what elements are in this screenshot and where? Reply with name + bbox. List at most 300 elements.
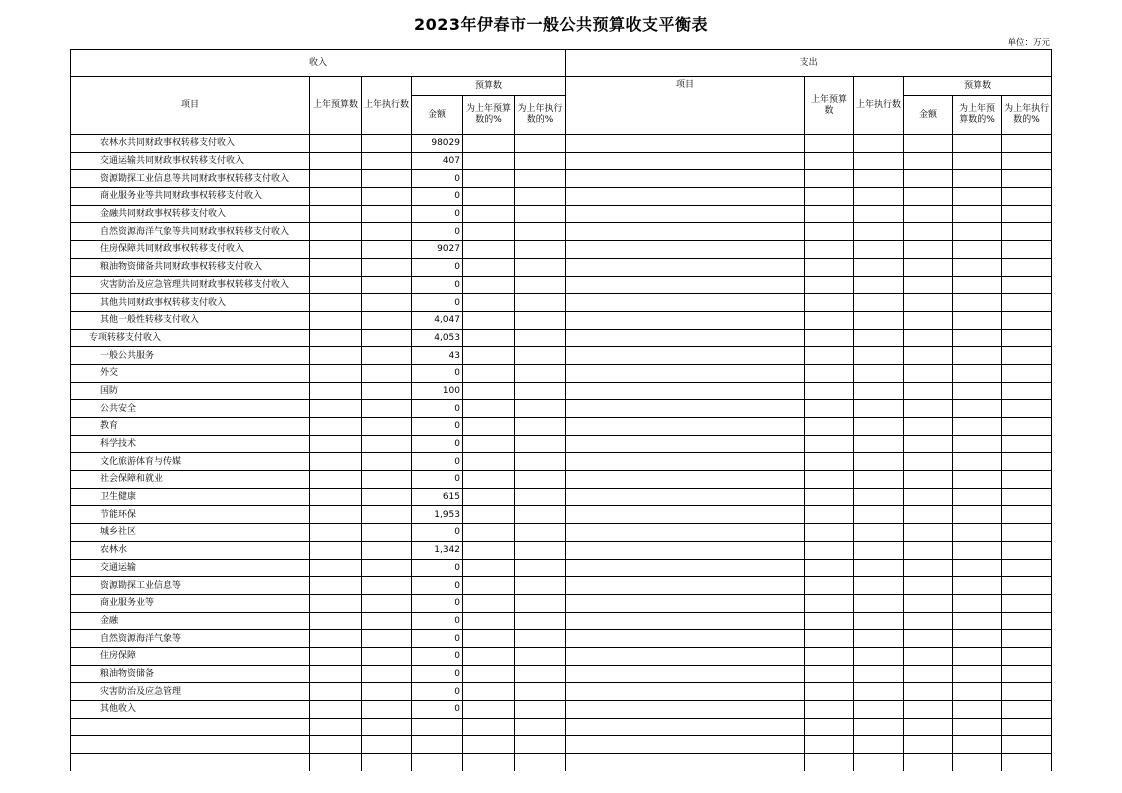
table-row [71, 329, 1052, 347]
table-cell [310, 665, 362, 683]
table-cell [463, 488, 515, 506]
table-cell [805, 683, 854, 701]
row-item-name: 农林水 [71, 541, 310, 559]
table-row [71, 701, 1052, 719]
table-cell [854, 276, 904, 294]
row-amount: 0 [412, 559, 463, 577]
row-amount: 0 [412, 364, 463, 382]
table-cell [805, 188, 854, 206]
row-item-name: 资源勘探工业信息等共同财政事权转移支付收入 [71, 170, 310, 188]
row-item-name: 专项转移支付收入 [71, 329, 310, 347]
table-cell [310, 471, 362, 489]
row-item-name: 住房保障 [71, 647, 310, 665]
table-cell [515, 435, 566, 453]
table-cell [904, 506, 953, 524]
row-item-name: 灾害防治及应急管理共同财政事权转移支付收入 [71, 276, 310, 294]
table-cell [362, 701, 412, 719]
table-cell [805, 329, 854, 347]
table-cell [854, 294, 904, 312]
table-cell [1002, 329, 1052, 347]
table-row [71, 364, 1052, 382]
row-amount: 0 [412, 258, 463, 276]
table-cell [362, 471, 412, 489]
table-cell [904, 453, 953, 471]
table-cell [310, 435, 362, 453]
expense-item-cell [566, 612, 805, 630]
row-amount: 1,953 [412, 506, 463, 524]
table-cell [515, 718, 566, 736]
table-cell [1002, 541, 1052, 559]
row-item-name: 其他共同财政事权转移支付收入 [71, 294, 310, 312]
table-cell [904, 241, 953, 259]
table-cell [805, 135, 854, 153]
table-cell [854, 435, 904, 453]
table-cell [854, 665, 904, 683]
row-amount: 615 [412, 488, 463, 506]
table-cell [1002, 223, 1052, 241]
row-item-name: 交通运输 [71, 559, 310, 577]
income-pct-budget-header: 为上年预算数的% [463, 96, 515, 135]
expense-item-cell [566, 435, 805, 453]
table-cell [805, 418, 854, 436]
row-item-name: 住房保障共同财政事权转移支付收入 [71, 241, 310, 259]
table-cell [854, 594, 904, 612]
table-cell [904, 471, 953, 489]
table-cell [854, 382, 904, 400]
row-amount: 407 [412, 152, 463, 170]
table-cell [953, 241, 1002, 259]
income-prev-budget-header: 上年预算数 [310, 77, 362, 135]
row-item-name: 商业服务业等 [71, 594, 310, 612]
table-cell [515, 701, 566, 719]
row-amount [412, 754, 463, 771]
row-item-name: 节能环保 [71, 506, 310, 524]
income-budget-header: 预算数 [412, 77, 566, 96]
table-cell [1002, 276, 1052, 294]
table-cell [953, 612, 1002, 630]
table-cell [953, 418, 1002, 436]
table-cell [515, 223, 566, 241]
table-row [71, 223, 1052, 241]
table-row [71, 135, 1052, 153]
table-cell [463, 577, 515, 595]
row-amount: 0 [412, 188, 463, 206]
expense-item-cell [566, 630, 805, 648]
table-cell [1002, 135, 1052, 153]
table-cell [953, 754, 1002, 771]
expense-item-cell [566, 665, 805, 683]
table-cell [310, 453, 362, 471]
table-row [71, 683, 1052, 701]
table-cell [463, 170, 515, 188]
table-cell [515, 647, 566, 665]
table-row [71, 152, 1052, 170]
table-cell [1002, 612, 1052, 630]
table-row [71, 188, 1052, 206]
expense-item-cell [566, 524, 805, 542]
row-item-name: 城乡社区 [71, 524, 310, 542]
table-cell [463, 630, 515, 648]
table-cell [310, 276, 362, 294]
table-cell [362, 435, 412, 453]
table-cell [463, 241, 515, 259]
table-cell [1002, 311, 1052, 329]
table-row [71, 647, 1052, 665]
table-cell [463, 506, 515, 524]
table-row [71, 347, 1052, 365]
expense-item-cell [566, 400, 805, 418]
table-cell [953, 152, 1002, 170]
table-cell [953, 294, 1002, 312]
table-cell [953, 647, 1002, 665]
table-cell [953, 506, 1002, 524]
row-item-name: 资源勘探工业信息等 [71, 577, 310, 595]
row-amount [412, 718, 463, 736]
table-cell [515, 736, 566, 754]
table-cell [854, 329, 904, 347]
table-cell [463, 471, 515, 489]
table-cell [854, 630, 904, 648]
table-cell [515, 418, 566, 436]
expense-item-cell [566, 718, 805, 736]
row-amount: 0 [412, 170, 463, 188]
table-row [71, 488, 1052, 506]
table-cell [805, 223, 854, 241]
table-cell [310, 701, 362, 719]
table-cell [953, 329, 1002, 347]
table-cell [904, 577, 953, 595]
expense-item-cell [566, 453, 805, 471]
expense-item-cell [566, 188, 805, 206]
table-cell [1002, 347, 1052, 365]
table-cell [1002, 630, 1052, 648]
balance-table [70, 49, 1052, 771]
row-amount: 4,053 [412, 329, 463, 347]
table-cell [310, 294, 362, 312]
table-cell [854, 647, 904, 665]
table-cell [904, 647, 953, 665]
table-cell [310, 612, 362, 630]
row-item-name: 教育 [71, 418, 310, 436]
table-cell [310, 541, 362, 559]
table-row [71, 294, 1052, 312]
table-cell [904, 541, 953, 559]
table-cell [515, 453, 566, 471]
table-row [71, 382, 1052, 400]
table-cell [904, 524, 953, 542]
table-cell [463, 665, 515, 683]
table-cell [362, 188, 412, 206]
row-item-name: 社会保障和就业 [71, 471, 310, 489]
table-cell [805, 754, 854, 771]
table-cell [515, 541, 566, 559]
unit-label: 单位：万元 [1007, 38, 1050, 48]
table-cell [515, 294, 566, 312]
row-amount: 1,342 [412, 541, 463, 559]
table-cell [805, 400, 854, 418]
table-cell [854, 135, 904, 153]
expense-item-cell [566, 276, 805, 294]
row-item-name: 国防 [71, 382, 310, 400]
expense-item-cell [566, 364, 805, 382]
table-cell [310, 488, 362, 506]
expense-item-cell [566, 506, 805, 524]
table-cell [463, 258, 515, 276]
table-cell [1002, 683, 1052, 701]
income-pct-exec-header: 为上年执行数的% [515, 96, 566, 135]
table-cell [805, 276, 854, 294]
table-row [71, 541, 1052, 559]
row-item-name: 其他收入 [71, 701, 310, 719]
table-cell [953, 594, 1002, 612]
table-cell [805, 170, 854, 188]
table-cell [904, 400, 953, 418]
table-cell [463, 188, 515, 206]
table-cell [362, 152, 412, 170]
table-cell [463, 647, 515, 665]
table-cell [310, 311, 362, 329]
table-cell [1002, 400, 1052, 418]
table-cell [854, 205, 904, 223]
table-cell [362, 665, 412, 683]
table-cell [904, 382, 953, 400]
table-cell [854, 170, 904, 188]
expense-item-cell [566, 647, 805, 665]
table-cell [854, 188, 904, 206]
table-cell [805, 701, 854, 719]
table-cell [854, 718, 904, 736]
table-row [71, 418, 1052, 436]
row-amount: 43 [412, 347, 463, 365]
table-cell [904, 223, 953, 241]
table-cell [310, 188, 362, 206]
table-cell [362, 276, 412, 294]
table-cell [904, 488, 953, 506]
row-amount: 0 [412, 276, 463, 294]
row-amount: 0 [412, 223, 463, 241]
table-cell [463, 683, 515, 701]
table-cell [362, 524, 412, 542]
expense-budget-header: 预算数 [904, 77, 1052, 96]
table-cell [362, 418, 412, 436]
table-cell [1002, 471, 1052, 489]
table-cell [805, 524, 854, 542]
row-item-name: 农林水共同财政事权转移支付收入 [71, 135, 310, 153]
table-cell [1002, 258, 1052, 276]
row-item-name: 灾害防治及应急管理 [71, 683, 310, 701]
table-cell [854, 506, 904, 524]
table-cell [515, 135, 566, 153]
table-cell [805, 347, 854, 365]
table-cell [362, 364, 412, 382]
table-cell [362, 630, 412, 648]
expense-amount-header: 金额 [904, 96, 953, 135]
table-cell [310, 241, 362, 259]
expense-item-cell [566, 577, 805, 595]
row-item-name: 粮油物资储备 [71, 665, 310, 683]
table-cell [953, 718, 1002, 736]
table-cell [904, 347, 953, 365]
table-cell [1002, 488, 1052, 506]
table-row [71, 170, 1052, 188]
table-cell [362, 223, 412, 241]
table-cell [805, 665, 854, 683]
table-cell [515, 577, 566, 595]
table-cell [515, 170, 566, 188]
table-cell [953, 205, 1002, 223]
table-cell [805, 205, 854, 223]
table-cell [953, 170, 1002, 188]
table-cell [854, 559, 904, 577]
table-cell [953, 559, 1002, 577]
table-cell [362, 170, 412, 188]
table-cell [854, 754, 904, 771]
table-cell [904, 329, 953, 347]
table-row [71, 577, 1052, 595]
table-cell [1002, 188, 1052, 206]
table-cell [1002, 435, 1052, 453]
table-cell [1002, 559, 1052, 577]
table-cell [515, 258, 566, 276]
table-cell [904, 188, 953, 206]
row-amount: 0 [412, 435, 463, 453]
table-cell [515, 630, 566, 648]
table-cell [310, 647, 362, 665]
table-row [71, 435, 1052, 453]
table-cell [362, 400, 412, 418]
table-cell [1002, 364, 1052, 382]
table-cell [463, 294, 515, 312]
table-cell [463, 754, 515, 771]
table-cell [515, 754, 566, 771]
table-row [71, 630, 1052, 648]
table-cell [310, 524, 362, 542]
row-item-name: 自然资源海洋气象等 [71, 630, 310, 648]
table-cell [362, 683, 412, 701]
row-item-name: 自然资源海洋气象等共同财政事权转移支付收入 [71, 223, 310, 241]
table-cell [463, 435, 515, 453]
table-cell [805, 241, 854, 259]
table-cell [1002, 665, 1052, 683]
table-cell [904, 612, 953, 630]
table-cell [904, 152, 953, 170]
row-amount: 0 [412, 577, 463, 595]
table-cell [515, 683, 566, 701]
table-row [71, 311, 1052, 329]
expense-pct-exec-header: 为上年执行数的% [1002, 96, 1052, 135]
table-cell [515, 612, 566, 630]
expense-item-cell [566, 152, 805, 170]
table-cell [362, 647, 412, 665]
table-cell [953, 665, 1002, 683]
table-cell [310, 577, 362, 595]
table-row [71, 559, 1052, 577]
table-cell [362, 559, 412, 577]
table-cell [904, 736, 953, 754]
table-cell [515, 329, 566, 347]
table-cell [854, 364, 904, 382]
table-cell [953, 453, 1002, 471]
table-cell [310, 754, 362, 771]
table-cell [953, 683, 1002, 701]
table-cell [805, 488, 854, 506]
row-amount: 98029 [412, 135, 463, 153]
table-cell [362, 754, 412, 771]
table-cell [1002, 152, 1052, 170]
expense-item-cell [566, 418, 805, 436]
table-cell [805, 718, 854, 736]
table-cell [515, 241, 566, 259]
table-cell [854, 400, 904, 418]
table-cell [515, 347, 566, 365]
table-cell [904, 594, 953, 612]
table-row [71, 205, 1052, 223]
table-cell [805, 311, 854, 329]
table-cell [805, 612, 854, 630]
expense-item-cell [566, 258, 805, 276]
table-cell [953, 400, 1002, 418]
row-amount: 0 [412, 471, 463, 489]
table-cell [310, 135, 362, 153]
expense-prev-exec-header: 上年执行数 [854, 77, 904, 135]
table-cell [953, 276, 1002, 294]
row-amount: 100 [412, 382, 463, 400]
row-amount: 0 [412, 294, 463, 312]
table-cell [310, 594, 362, 612]
table-cell [310, 630, 362, 648]
table-cell [515, 276, 566, 294]
table-cell [310, 364, 362, 382]
table-cell [854, 701, 904, 719]
row-amount: 0 [412, 594, 463, 612]
table-row [71, 400, 1052, 418]
table-cell [1002, 524, 1052, 542]
table-cell [854, 241, 904, 259]
table-cell [805, 541, 854, 559]
table-cell [463, 347, 515, 365]
table-cell [904, 311, 953, 329]
table-cell [362, 241, 412, 259]
table-cell [362, 382, 412, 400]
expense-item-cell [566, 347, 805, 365]
row-item-name: 商业服务业等共同财政事权转移支付收入 [71, 188, 310, 206]
row-amount: 0 [412, 665, 463, 683]
page-title: 2023年伊春市一般公共预算收支平衡表 [413, 15, 709, 34]
table-cell [805, 594, 854, 612]
table-row [71, 453, 1052, 471]
table-cell [362, 488, 412, 506]
table-cell [953, 577, 1002, 595]
table-cell [805, 382, 854, 400]
table-cell [463, 135, 515, 153]
table-cell [463, 329, 515, 347]
table-cell [362, 258, 412, 276]
table-cell [463, 701, 515, 719]
income-section-header: 收入 [71, 50, 566, 77]
table-cell [310, 258, 362, 276]
table-cell [953, 630, 1002, 648]
table-cell [515, 364, 566, 382]
table-row [71, 258, 1052, 276]
table-cell [953, 488, 1002, 506]
table-cell [515, 471, 566, 489]
table-cell [953, 471, 1002, 489]
table-cell [1002, 736, 1052, 754]
row-amount: 0 [412, 630, 463, 648]
table-body [71, 135, 1052, 771]
expense-item-cell [566, 311, 805, 329]
table-cell [904, 665, 953, 683]
